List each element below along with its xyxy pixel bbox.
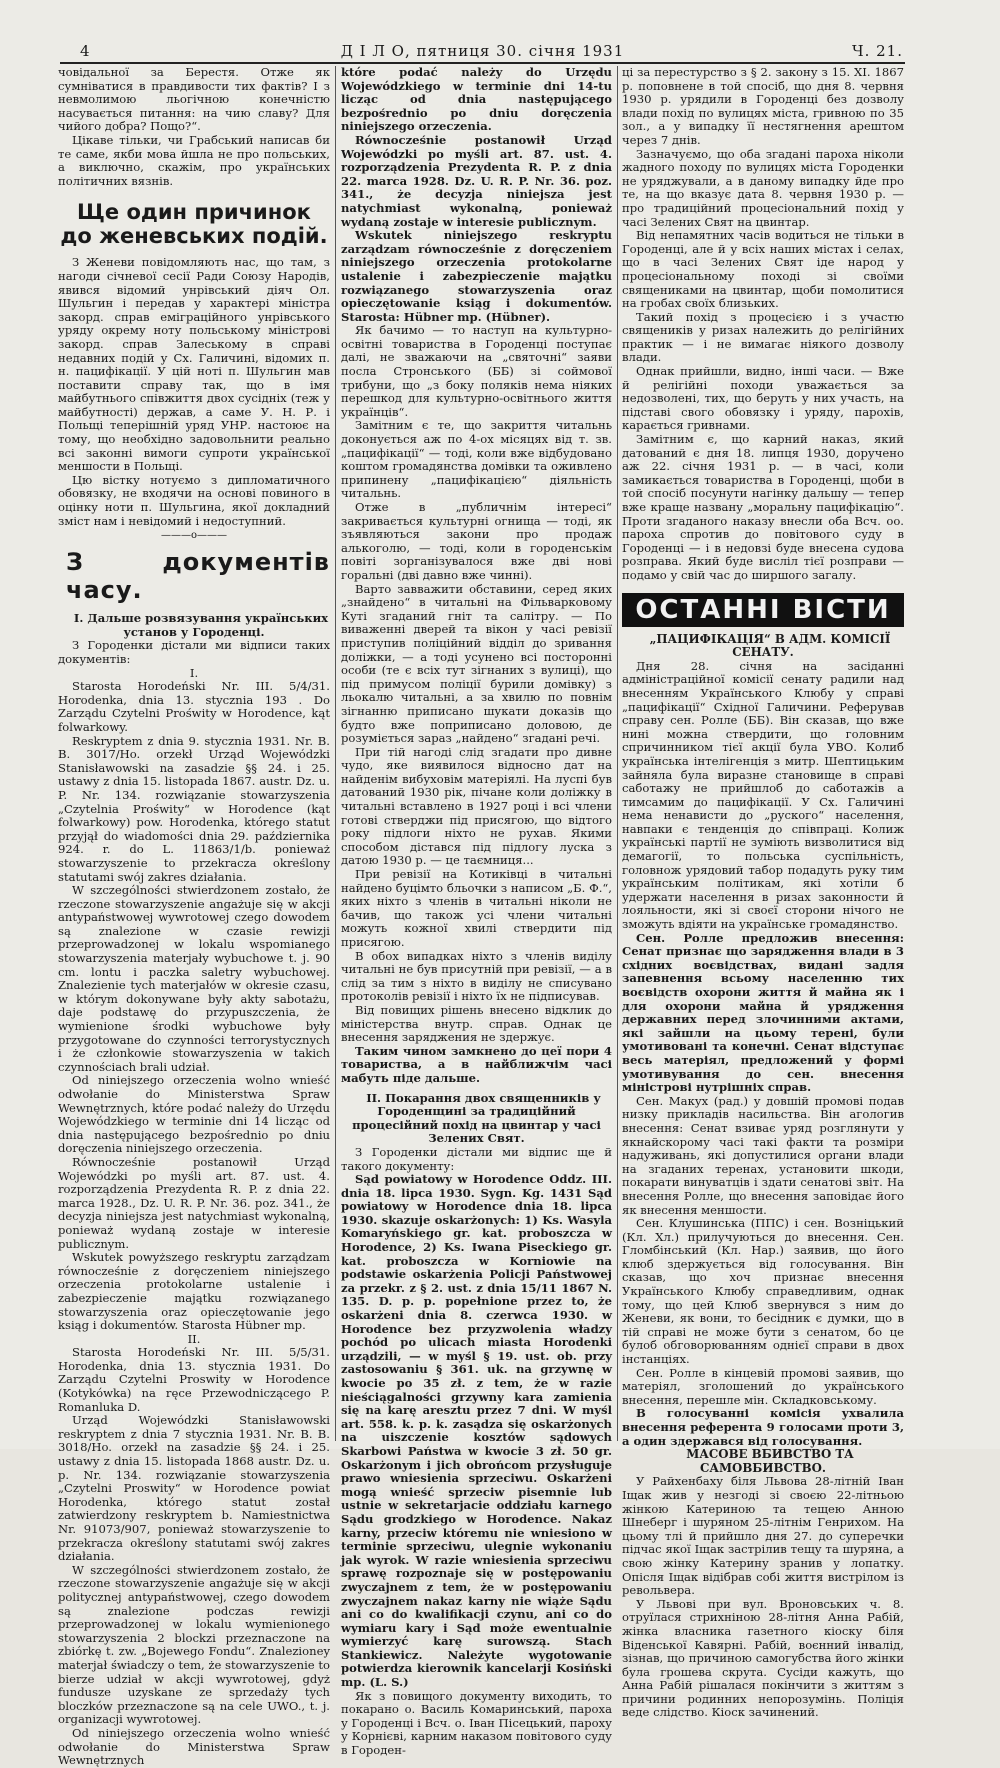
paragraph: Od niniejszego orzeczenia wolno wnieść odwołanie do Ministerstwa Spraw Wewnętrznych [58, 1725, 330, 1768]
paragraph: При ревізії на Котиківці в читальні найдено буцімто бльочки з написом „Б. Ф.“, яких ніхто з членів в читальні ніколи не бачив, що також усі члени читальні можуть кожної хвилі ствердити під присягою. [341, 867, 612, 949]
paragraph: Від непамятних часів водиться не тільки в Городенці, але й у всіх наших містах і селах, що в часі Зелених Свят іде народ у процесіональному поході зі своїми священиками на цвинтар, щоби помолитися на гробах своїх близьких. [622, 228, 904, 311]
paragraph: Starosta Horodeński Nr. III. 5/4/31. Horodenka, dnia 13. stycznia 193 . Do Zarządu Czytelni Proświty w Horodence, kąt folwarkowy. [58, 679, 330, 734]
paragraph: З Городенки дістали ми відпис ще й такого документу: [341, 1144, 612, 1173]
news-headline: „ПАЦИФІКАЦІЯ“ В АДМ. КОМІСІЇ СЕНАТУ. [649, 631, 891, 660]
subsection-title: ІІ. Покарання двох священників у Городенщині за традиційний процесійний похід на цвинтар у часі Зелених Свят. [352, 1090, 601, 1146]
paragraph: Sąd powiatowy w Horodence Oddz. III. dnia 18. lipca 1930. Sygn. Kg. 1431 Sąd powiatowy w Horodence dnia 18. lipca 1930. skazuje oskarżonych: 1) Ks. Wasyla Komaryńskiego gr. kat. proboszcza w Horodence, 2) Ks. Iwana Piseckiego gr. kat. proboszcza w Korniowie na podstawie oskarżenia Policji Państwowej za przekr. z § 2. ust. z dnia 15/11 1867 N. 135. D. p. p. popełnione przez to, że oskarżeni dnia 8. czerwca 1930. w Horodence bez przyzwolenia władzy pochód po ulicach miasta Horodenki urządzili, — w myśl § 19. ust. ob. przy zastosowaniu § 361. uk. na grzywnę w kwocie po 35 zł. z tem, że w razie nieściągalności grzywny kara zamienia się na karę aresztu przez 7 dni. W myśl art. 558. k. p. k. zasądza się oskarżonych na uiszczenie kosztów sądowych Skarbowi Państwa w kwocie 3 zł. 50 gr. Oskarżonym i jich obrońcom przysługuje prawo wniesienia sprzeciwu. Oskarżeni mogą wnieść sprzeciw pisemnie lub ustnie w sekretarjacie oddziału karnego Sądu grodzkiego w Horodence. Nakaz karny, przeciw któremu nie wniesiono w terminie sprzeciwu, ulegnie wykonaniu jak wyrok. W razie wniesienia sprzeciwu sprawę rozpoznaje się w postępowaniu zwyczajnem z tem, że w postępowaniu zwyczajnem nakaz karny nie wiąże Sądu ani co do kwalifikacji czynu, ani co do wymiaru kary i Sąd może ewentualnie wymierzyć karę surowszą. Stach Stankiewicz. Należyte wygotowanie potwierdza kierownik kancelarji Kosiński mp. (L. S.) [341, 1172, 612, 1690]
paragraph: Сен. Ролле в кінцевій промові заявив, що матеріял, зголошений до українського внесення, перешле мін. Складковському. [622, 1365, 904, 1407]
paragraph: Сен. Клушинська (ППС) і сен. Возніцький (Кл. Хл.) прилучуються до внесення. Сен. Гломбінський (Кл. Нар.) заявив, що його клюб здержується від голосування. Він сказав, що хоч признає внесення Українського Клюбу справедливим, однак тому, що цей Клюб звернувся з ним до Женеви, як вони, то бесідник є думки, що в тій справі не може бути з сенатом, бо це булоб обговорюванням однієї справи в двох інстанціях. [622, 1216, 904, 1367]
column-rule [617, 66, 618, 1441]
paragraph: З Городенки дістали ми відписи таких документів: [58, 638, 330, 666]
paragraph: ці за перестурство з § 2. закону з 15. XI. 1867 р. поповнене в той спосіб, що дня 8. червня 1930 р. урядили в Городенці без дозволу влади похід по вулицях міста, гривною по 35 зол., а у випадку її нестягнення арештом через 7 днів. [622, 65, 904, 147]
paragraph: В голосуванні комісія ухвалила внесення референта 9 голосами проти 3, а один здержався від голосування. [622, 1406, 904, 1448]
masthead: Д І Л О, пятниця 30. січня 1931 [340, 42, 625, 60]
paragraph: З Женеви повідомляють нас, що там, з нагоди січневої сесії Ради Союзу Народів, явився відомий унрівський діяч Ол. Шульгин і передав у характері міністра закорд. справ еміграційного унрівського уряду окрему ноту польському міністрові закорд. справ Залеському в справі недавних подій у Сх. Галичині, відомих п. н. пацифікації. У цій ноті п. Шульгин мав поставити справу так, що в імя майбутнього співжиття двох сусідніх (теж у майбутності) держав, а саме У. Н. Р. і Польщі теперішній уряд УНР. настоює на тому, що необхідно задовольнити реально всі законні вимоги супроти української меншости в Польщі. [58, 255, 330, 474]
paragraph: При тій нагоді слід згадати про дивне чудо, яке виявилося відносно дат на найденім вибуховім матеріялі. На луспі був датований 1930 рік, пічане коли доліжку в читальні вставлено в 1927 році і всі члени готові стверджи під присягою, що відтого року підлоги ніхто не рухав. Якими способом дістався під підлогу луска з датою 1930 р. — це таємниця... [341, 744, 612, 868]
issue-number: Ч. 21. [852, 42, 903, 60]
paragraph: Od niniejszego orzeczenia wolno wnieść odwołanie do Ministerstwa Spraw Wewnętrznych, które podać należy do Urzędu Wojewódzkiego w terminie dni 14 licząc od dnia następującego bezpośrednio po dniu doręczenia niniejszego orzeczenia. [58, 1073, 330, 1156]
paragraph: W szczególności stwierdzonem zostało, że rzeczone stowarzyszenie angażuje się w akcji antypaństwowej wywrotowej czego dowodem są znalezione w czasie rewizji przeprowadzonej w lokalu wspomianego stowarzyszenia materjały wybuchowe t. j. 90 cm. lontu i paczka saletry wybuchowej. Znalezienie tych materjałów w okresie czasu, w którym dokonywane były akty sabotażu, daje podstawę do przypuszczenia, że wymienione środki wybuchowe były przygotowane do czynności terrorystycznych i że członkowie stowarzyszenia w takich czynnościach brali udział. [58, 883, 330, 1074]
paragraph: Цікаве тільки, чи Грабський написав би те саме, якби мова йшла не про польських, а виключно, скажім, про українських політичних вязнів. [58, 132, 330, 188]
paragraph: човідальної за Берестя. Отже як сумніватися в правдивости тих фактів? І з невмолимою льогічною конечністю насувається питання: на чию славу? Для чийого добра? Пощо?“. [58, 65, 330, 134]
paragraph: Urząd Wojewódzki Stanisławowski reskryptem z dnia 7 stycznia 1931. Nr. B. B. 3018/Ho. orzekł na zasadzie §§ 24. i 25. ustawy z dnia 15. listopada 1868 austr. Dz. u. p. Nr. 134. rozwiązanie stowarzyszenia „Czytelni Proswity“ w Horodence powiat Horodenka, którego statut został zatwierdzony reskryptem b. Namiestnictwa Nr. 91073/907, ponieważ stowarzyszenie to przekracza określony statutami swój zakres działania. [58, 1413, 330, 1564]
roman-numeral: II. [187, 1331, 201, 1346]
paragraph: В обох випадках ніхто з членів виділу читальні не був присутній при ревізії, — а в слід за тим з ніхто в виділу не списувано протоколів ревізії і ніхто їх не підписував. [341, 948, 612, 1004]
paragraph: Такий похід з процесією і з участю священиків у ризах належить до релігійних практик — і не вимагає ніякого дозволу влади. [622, 309, 904, 365]
paragraph: Однак прийшли, видно, інші часи. — Вже й релігійні походи уважається за недозволені, тих, що беруть у них участь, на підставі свого обовязку і уряду, парохів, карається гривнами. [622, 364, 904, 433]
latest-news-banner: ОСТАННІ ВІСТИ [622, 593, 904, 627]
paragraph: Równocześnie postanowił Urząd Wojewódzki po myśli art. 87. ust. 4. rozporządzenia Prezydenta R. P. z dnia 22. marca 1928., Dz. U. R. P. Nr. 36. poz. 341., że decyzja niniejsza jest natychmiast wykonalną, ponieważ wydaną zostaje w interesie publicznym. [58, 1154, 330, 1251]
column-2 [341, 65, 612, 1758]
page-header [60, 40, 905, 64]
paragraph: Równocześnie postanowił Urząd Wojewódzki po myśli art. 87. ust. 4. rozporządzenia Prezydenta R. P. z dnia 22. marca 1928. Dz. U. R. P. Nr. 36. poz. 341., że decyzja niniejsza jest natychmiast wykonalną, ponieważ wydaną zostaje w interesie publicznym. [341, 132, 612, 229]
paragraph: które podać należy do Urzędu Wojewódzkiego w terminie dni 14-tu licząc od dnia następującego bezpośrednio po dniu doręczenia niniejszego orzeczenia. [341, 65, 612, 134]
section-headline: З документів часу. [66, 548, 330, 605]
paragraph: У Райхенбаху біля Львова 28-літній Іван Іщак жив у незгоді зі своєю 22-літньою жінкою Катериною та тещею Анною Шнеберг і шуряном 25-літнім Генрихом. На цьому тлі й прийшло дня 27. до суперечки підчас якої Іщак застрілив тещу та шуряна, а свою жінку Катерину зранив у лопатку. Опісля Іщак відібрав собі життя вистрілом із револьвера. [622, 1474, 904, 1598]
paragraph: Варто завважити обставини, серед яких „знайдено“ в читальні на Фільварковому Куті згаданий гніт та салітру. — По виваженні дверей та вікон у часі ревізії приступив поліційний відділ до зривання доліжки, — а тоді усунено всі посторонні особи (те є всіх тут зігнаних з вулиці), що під примусом поліції бурили домівку) з льокалю читальні, а за хвилю по повнім зігнанню приписано шукати доказів що будто вже поприписано доловою, де розуміється зараз „найдено“ згадані речі. [341, 581, 612, 746]
paragraph: Wskutek powyższego reskryptu zarządzam równocześnie z doręczeniem niniejszego orzeczenia protokolarne ustalenie i zabezpieczenie majątku rozwiązanego stowarzyszenia oraz opieczętowanie jego ksiąg i dokumentów. Starosta Hübner mp. [58, 1250, 330, 1333]
paragraph: Отже в „публичнім інтересі“ закривається культурні огнища — тоді, як зъявляються закони про продаж алькоголю, — тоді, коли в городенськім повіті зорганізувалося вже дві нові горальні (дві давно вже чинні). [341, 500, 612, 582]
paragraph: Цю вістку нотуємо з дипломатичного обовязку, не входячи на основі повиного в оцінку ноти п. Шульгина, якої докладний зміст нам і невідомий і недоступний. [58, 472, 330, 528]
paragraph: Reskryptem z dnia 9. stycznia 1931. Nr. B. B. 3017/Ho. orzekł Urząd Wojewódzki Stanisławowski na zasadzie §§ 24. i 25. ustawy z dnia 15. listopada 1867. austr. Dz. u. P. Nr. 134. rozwiązanie stowarzyszenia „Czytelnia Proświty“ w Horodence (kąt folwarkowy) pow. Horodenka, którego statut przyjął do wiadomości dnia 29. października 924. r. do L. 11863/1/b. ponieważ stowarzyszenie to przekracza określony statutami swój zakres działania. [58, 733, 330, 884]
paragraph: Сен. Ролле предложив внесення: Сенат признає що зарядження влади в 3 східних воєвідствах, видані задля запевнення всьому населенню тих воєвідств охорони життя й майна як і для охорони майна й урядження державних перед злочинними актами, які зайшли на цьому терені, були умотивовані та конечні. Сенат відступає весь матеріял, предложений у формі умотивування до сен. внесення міністрові нутрішніх справ. [622, 930, 904, 1095]
separator: ———o——— [160, 530, 228, 542]
paragraph: Зазначуємо, що оба згадані пароха ніколи жадного походу по вулицях міста Городенки не уряджували, а в даному випадку йде про те, на що вказує дата 8. червня 1930 р. — про традиційний процесіональний похід у часі Зелених Свят на цвинтар. [622, 146, 904, 229]
subsection-title: І. Дальше розвязування українських установ у Городенці. [73, 611, 329, 639]
paragraph: Сен. Макух (рад.) у довшій промові подав низку прикладів насильства. Він агологив внесення: Сенат взиває уряд розглянути у якнайскорому часі такі факти та розміри надуживань, які допустилися органи влади на згаданих теренах, установити шкоди, покарати винуватців і здати сенатові звіт. На внесення Ролле, що внесення заповідає його як внесення меншости. [622, 1093, 904, 1217]
paragraph: Як бачимо — то наступ на культурно-освітні товариства в Городенці поступає далі, не зважаючи на „святочні“ заяви посла Стронського (ББ) зі соймової трибуни, що „з боку поляків нема ніяких перешкод для культурно-освітнього життя українців“. [341, 323, 612, 419]
paragraph: Як з повищого документу виходить, то покарано о. Василь Комаринський, пароха у Городенці і Всч. о. Іван Пісецький, пароху у Корнієві, карним наказом повітового суду в Городен- [341, 1688, 612, 1758]
column-3 [622, 65, 904, 1720]
paragraph: У Львові при вул. Вроновських ч. 8. отруїлася стрихніною 28-літня Анна Рабій, жінка власника газетного кіоску біля Віденської Кавярні. Рабій, воєнний інвалід, зізнав, що причиною самогубства його жінки була грошева скрута. Сусіди кажуть, що Анна Рабій рішалася покінчити з життям з причини родинних непорозумінь. Поліція веде слідство. Кіоск зачинений. [622, 1596, 904, 1720]
paragraph: Від повищих рішень внесено відклик до міністерства внутр. справ. Однак це внесення заряджения не здержує. [341, 1002, 612, 1045]
paragraph: Таким чином замкнено до цеї пори 4 товариства, а в найближчім часі мабуть піде дальше. [341, 1043, 612, 1085]
paragraph: W szczególności stwierdzonem zostało, że rzeczone stowarzyszenie angażuje się w akcji politycznej antypaństwowej, czego dowodem są znalezione podczas rewizji przeprowadzonej w lokalu wymienionego stowarzyszenia 2 blockzi przeznaczone na zbiórkę t. zw. „Bojewego Fondu“. Znalezioney materjał świadczy o tem, że stowarzyszenie to bierze udział w akcji wywrotowej, gdyż fundusze uzyskane ze sprzedaży tych bloczków przeznaczone są na cele UWO., t. j. organizacji wywrotowej. [58, 1562, 330, 1727]
news-headline: МАСОВЕ ВБИВСТВО ТА САМОВБИВСТВО. [686, 1447, 854, 1475]
paragraph: Дня 28. січня на засіданні адміністраційної комісії сенату радили над внесенням Українського Клюбу у справі „пацифікації“ Східної Галичини. Реферував справу сен. Ролле (ББ). Він сказав, що вже нині можна ствердити, що головним спричинником тієї акції була УВО. Колиб українська інтелігенція з митр. Шептицьким зайняла була виразне становище в справі саботажу не прийшлоб до саботажів а тимсамим до пацифікації. У Сх. Галичині нема ненависти до „руского“ населення, навпаки є тенденція до співпраці. Колиж українські партії не зуміють визволитися від демагогії, то польська суспільність, головнож урядовий табор подадуть руку тим українським політикам, які хотіли б удержати населення в ризах законности й лояльности, які зі своєї сторони нічого не зможуть вдіяти на українське громадянство. [622, 658, 904, 932]
column-1 [58, 65, 330, 1768]
paragraph: Замітним є, що карний наказ, який датований є дня 18. липця 1930, доручено аж 22. січня 1931 р. — в часі, коли замикається товариства в Городенці, щоби в той спосіб посунути нагінку дальшу — тепер вже краще названу „моральну пацифікацію“. Проти згаданого наказу внесли оба Всч. оо. пароха спротив до повітового суду в Городенці — і в недовзі буде внесена судова розправа. Який буде висліл тієї розправи — подамо у свій час до ширшого загалу. [622, 432, 904, 582]
paragraph: Wskutek niniejszego reskryptu zarządzam równocześnie z doręczeniem niniejszego orzeczenia protokolarne ustalenie i zabezpieczenie majątku rozwiązanego stowarzyszenia oraz opieczętowanie ksiąg i dokumentów. Starosta: Hübner mp. (Hübner). [341, 228, 612, 324]
column-rule [335, 66, 336, 1441]
paragraph: Замітним є те, що закриття читальнь доконується аж по 4-ох місяцях від т. зв. „пацифікації“ — тоді, коли вже відбудовано коштом громадянства домівки та оживлено припинену „пацифікацією“ діяльність читальнь. [341, 418, 612, 501]
paragraph: Starosta Horodeński Nr. III. 5/5/31. Horodenka, dnia 13. stycznia 1931. Do Zarządu Czytelni Proswity w Horodence (Kotykówka) na ręce Przewodniczącego P. Romanluka D. [58, 1345, 330, 1414]
roman-numeral: І. [189, 665, 199, 680]
page-number: 4 [80, 42, 91, 60]
article-headline: Ще один причинок до женевських подій. [60, 200, 328, 249]
